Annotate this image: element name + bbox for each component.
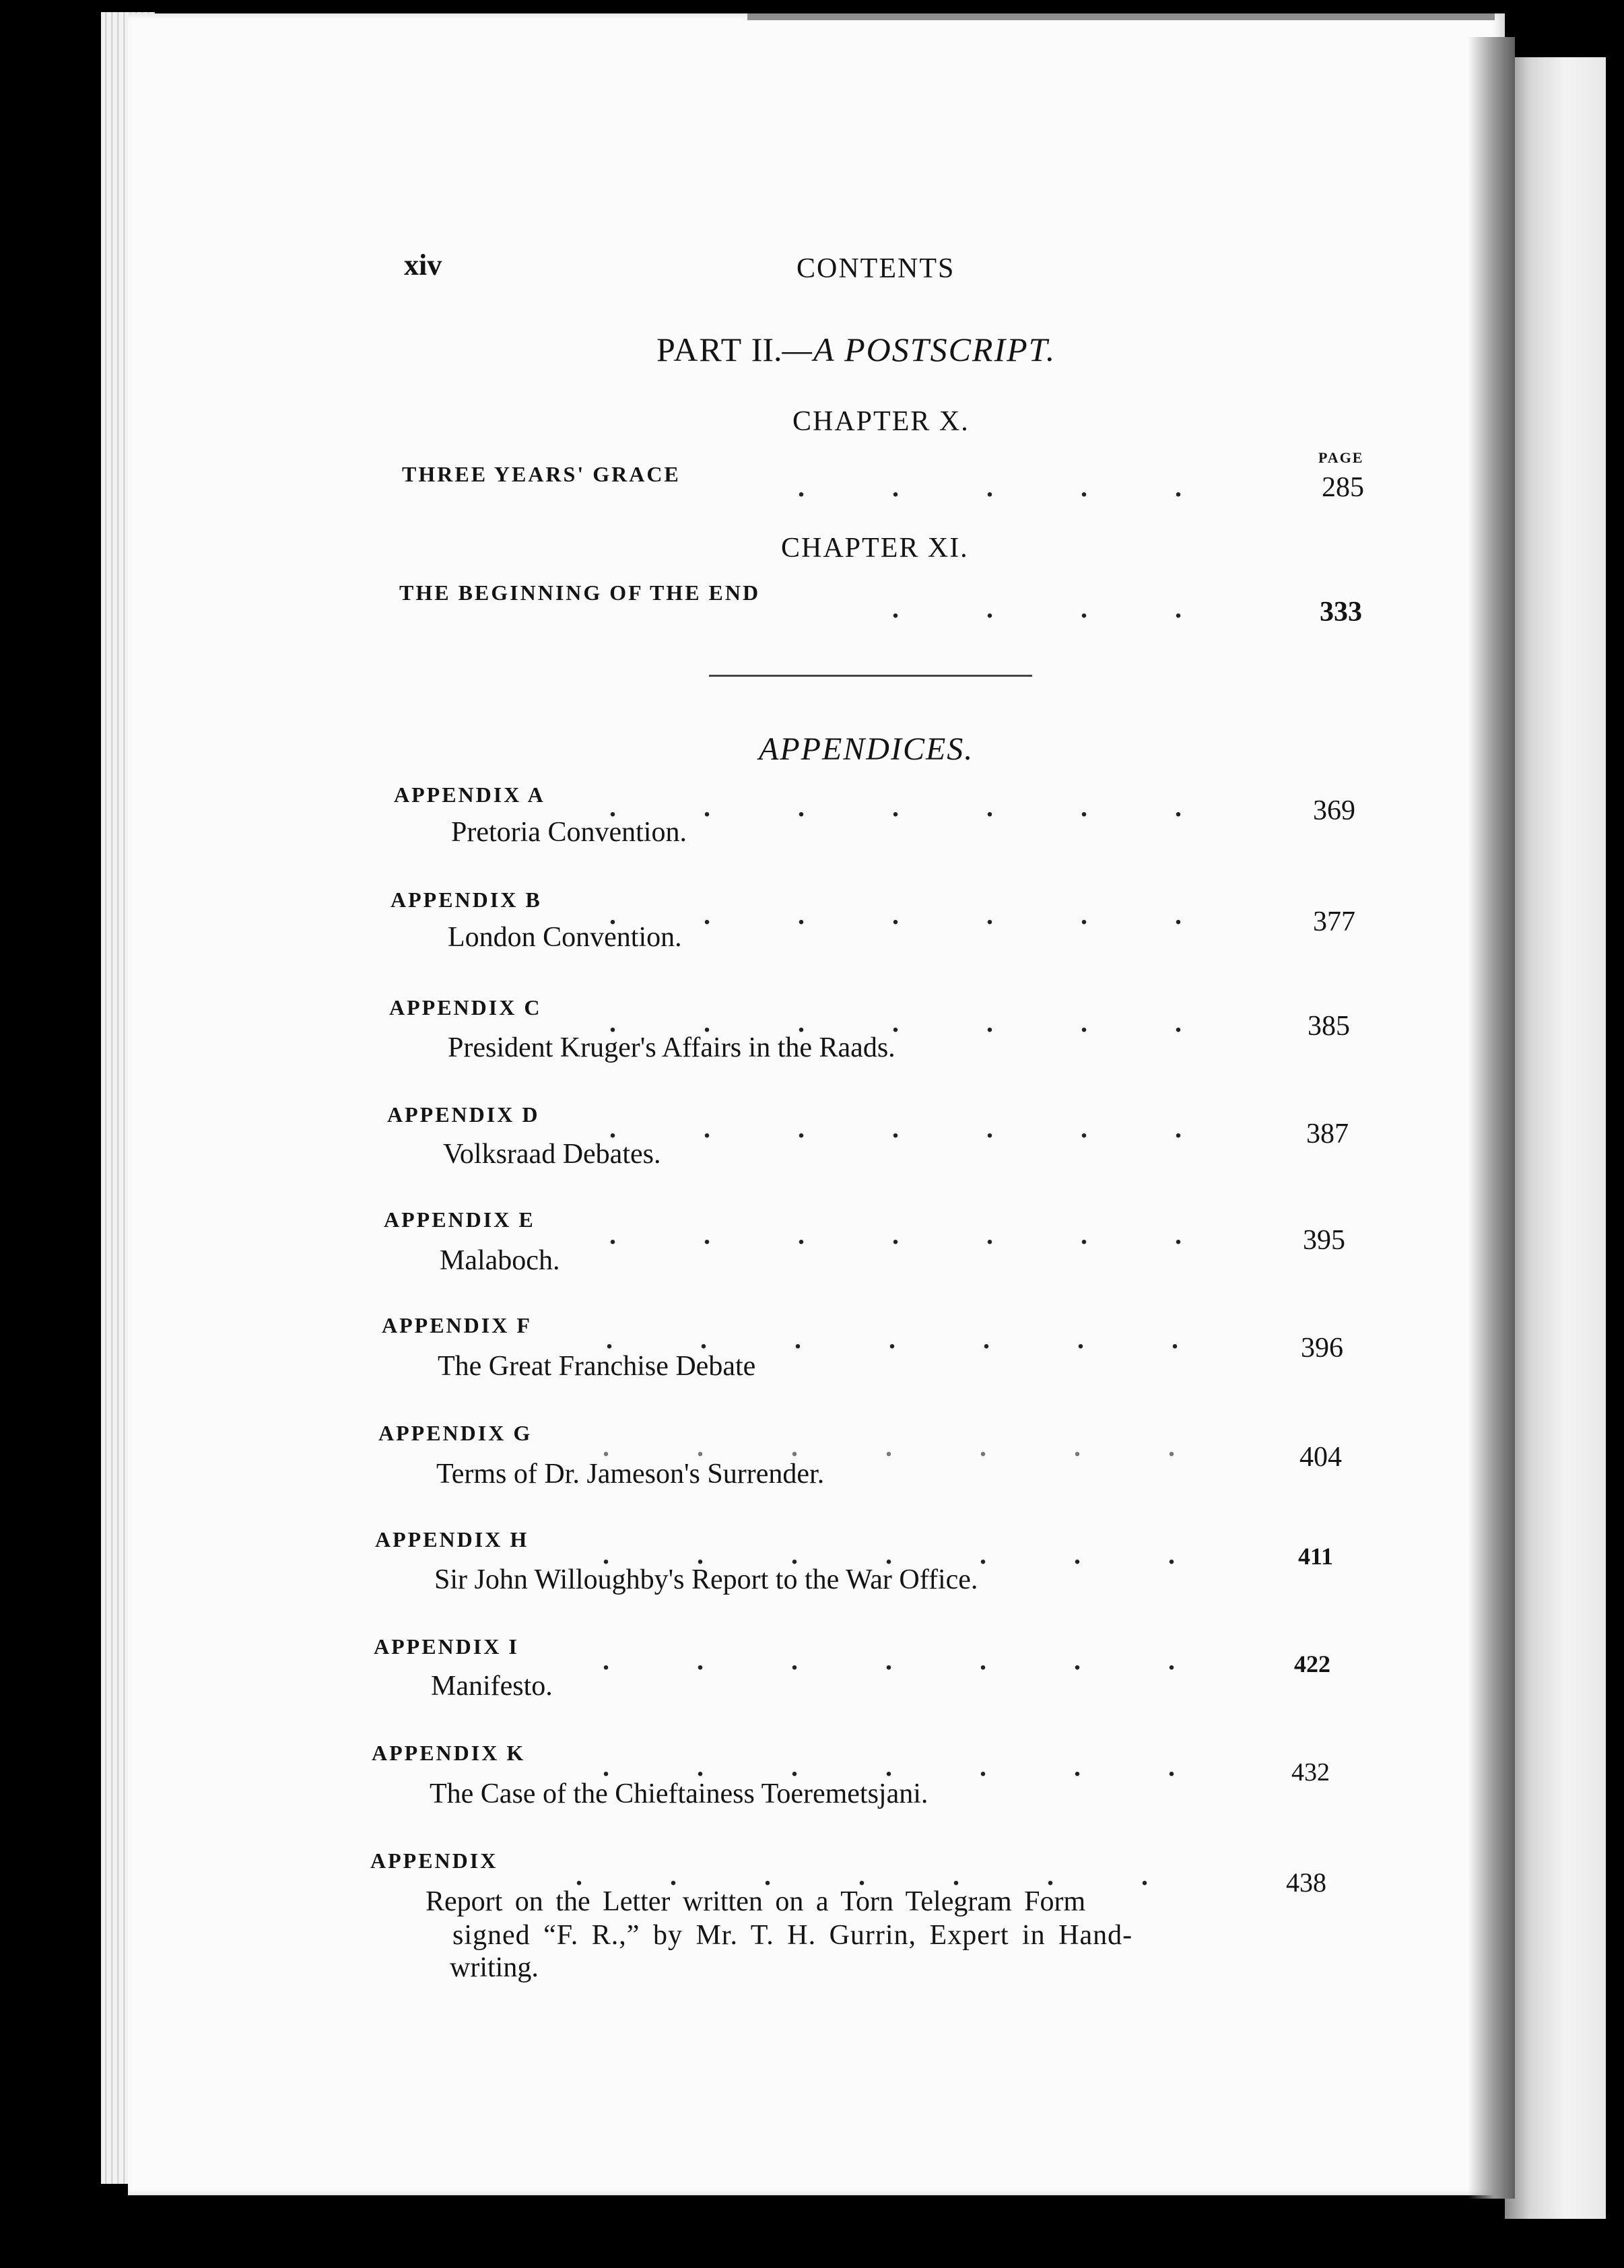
appendix-label: APPENDIX C — [389, 995, 542, 1020]
dot-leaders — [559, 1751, 1273, 1782]
leader-dot: . — [609, 1113, 616, 1143]
leader-dot: . — [791, 1645, 798, 1675]
dot-leaders — [566, 1007, 1279, 1038]
leader-dot: . — [892, 900, 899, 930]
leader-dot: . — [1168, 1645, 1175, 1675]
leader-dot: . — [798, 472, 805, 502]
appendix-title: Sir John Willoughby's Report to the War Office. — [434, 1564, 978, 1595]
leader-dot: . — [986, 900, 993, 930]
leader-dot: . — [704, 792, 710, 822]
dot-leaders — [559, 1431, 1273, 1462]
leader-dot: . — [1168, 1432, 1175, 1462]
leader-dot: . — [986, 792, 993, 822]
appendix-label: APPENDIX H — [375, 1527, 529, 1552]
leader-dot: . — [1074, 1432, 1081, 1462]
appendix-title: Manifesto. — [431, 1671, 553, 1702]
appendix-label: APPENDIX F — [382, 1313, 532, 1337]
appendix-title: Volksraad Debates. — [443, 1139, 661, 1170]
dot-leaders — [566, 1112, 1279, 1143]
leader-dot: . — [697, 1752, 704, 1782]
folio: xiv — [404, 248, 442, 281]
appendix-label: APPENDIX B — [391, 888, 542, 912]
dot-leaders — [559, 1644, 1273, 1675]
appendix-page-number: 411 — [1298, 1543, 1334, 1570]
leader-dot: . — [1081, 792, 1087, 822]
leader-dot: . — [858, 1861, 865, 1891]
appendices-heading: APPENDICES. — [759, 731, 974, 767]
leader-dot: . — [794, 1324, 801, 1354]
appendix-label: APPENDIX — [370, 1848, 498, 1873]
leader-dot: . — [892, 593, 899, 624]
appendix-page-number: 395 — [1303, 1225, 1345, 1256]
leader-dot: . — [1081, 1220, 1087, 1250]
appendix-label: APPENDIX A — [394, 782, 545, 807]
leader-dot: . — [704, 1220, 710, 1250]
leader-dot: . — [609, 1220, 616, 1250]
page-column-label: PAGE — [1318, 449, 1364, 466]
appendix-page-number: 387 — [1306, 1119, 1349, 1149]
leader-dot: . — [791, 1432, 798, 1462]
leader-dot: . — [1081, 1007, 1087, 1038]
appendix-label: APPENDIX E — [384, 1207, 535, 1232]
leader-dot: . — [1047, 1861, 1054, 1891]
leader-dot: . — [1074, 1752, 1081, 1782]
part-heading — [656, 330, 1056, 369]
chapter-page-number: 285 — [1322, 472, 1364, 503]
leader-dot: . — [1081, 900, 1087, 930]
appendix-label: APPENDIX G — [378, 1421, 533, 1445]
leader-dot: . — [798, 792, 805, 822]
appendix-title-line: signed “F. R.,” by Mr. T. H. Gurrin, Expert in Hand- — [452, 1920, 1133, 1951]
facing-page-edge — [1505, 57, 1606, 2219]
leader-dot: . — [892, 1113, 899, 1143]
leader-dot: . — [986, 472, 993, 502]
chapter-heading: CHAPTER X. — [792, 406, 970, 437]
appendix-page-number: 404 — [1299, 1442, 1342, 1473]
part-label: PART — [656, 331, 743, 368]
part-number: II. — [751, 331, 782, 368]
dot-leaders — [754, 471, 1293, 502]
leader-dot: . — [983, 1324, 990, 1354]
leader-dot: . — [1175, 1113, 1182, 1143]
leader-dot: . — [885, 1539, 892, 1570]
dot-leaders — [848, 593, 1293, 624]
appendix-page-number: 422 — [1294, 1650, 1330, 1677]
dot-leaders — [566, 1219, 1279, 1250]
leader-dot: . — [892, 1220, 899, 1250]
leader-dot: . — [1081, 1113, 1087, 1143]
appendix-title: President Kruger's Affairs in the Raads. — [448, 1032, 895, 1063]
leader-dot: . — [1081, 472, 1087, 502]
leader-dot: . — [889, 1324, 895, 1354]
chapter-page-number: 333 — [1320, 597, 1362, 628]
leader-dot: . — [1081, 593, 1087, 624]
leader-dot: . — [704, 900, 710, 930]
leader-dot: . — [892, 792, 899, 822]
leader-dot: . — [603, 1752, 609, 1782]
chapter-title: THE BEGINNING OF THE END — [399, 580, 761, 605]
leader-dot: . — [885, 1432, 892, 1462]
leader-dot: . — [1175, 593, 1182, 624]
dot-leaders — [562, 1323, 1276, 1354]
leader-dot: . — [798, 1007, 805, 1038]
leader-dot: . — [986, 1113, 993, 1143]
leader-dot: . — [798, 1113, 805, 1143]
appendix-title: The Case of the Chieftainess Toeremetsjani. — [430, 1778, 928, 1809]
leader-dot: . — [1175, 900, 1182, 930]
leader-dot: . — [700, 1324, 707, 1354]
leader-dot: . — [980, 1645, 986, 1675]
leader-dot: . — [1175, 792, 1182, 822]
leader-dot: . — [603, 1539, 609, 1570]
leader-dot: . — [609, 1007, 616, 1038]
leader-dot: . — [1172, 1324, 1178, 1354]
leader-dot: . — [1074, 1539, 1081, 1570]
appendix-title-line: Report on the Letter written on a Torn Telegram Form — [426, 1886, 1086, 1917]
appendix-page-number: 396 — [1301, 1333, 1343, 1364]
leader-dot: . — [697, 1539, 704, 1570]
leader-dot: . — [980, 1432, 986, 1462]
dot-leaders — [566, 791, 1279, 822]
leader-dot: . — [697, 1645, 704, 1675]
leader-dot: . — [892, 472, 899, 502]
appendix-page-number: 432 — [1291, 1758, 1330, 1787]
chapter-title: THREE YEARS' GRACE — [402, 462, 681, 486]
appendix-label: APPENDIX K — [372, 1741, 526, 1765]
part-title: —A POSTSCRIPT. — [782, 331, 1056, 368]
leader-dot: . — [892, 1007, 899, 1038]
leader-dot: . — [603, 1645, 609, 1675]
section-divider — [709, 675, 1032, 677]
appendix-title: London Convention. — [448, 922, 682, 953]
leader-dot: . — [576, 1861, 582, 1891]
leader-dot: . — [1074, 1645, 1081, 1675]
leader-dot: . — [603, 1432, 609, 1462]
leader-dot: . — [791, 1752, 798, 1782]
leader-dot: . — [798, 1220, 805, 1250]
dot-leaders — [566, 899, 1279, 930]
dot-leaders — [559, 1539, 1273, 1570]
appendix-label: APPENDIX I — [374, 1634, 519, 1659]
running-title: CONTENTS — [797, 253, 955, 284]
leader-dot: . — [885, 1752, 892, 1782]
leader-dot: . — [798, 900, 805, 930]
leader-dot: . — [609, 900, 616, 930]
appendix-title: Pretoria Convention. — [451, 817, 687, 848]
appendix-label: APPENDIX D — [387, 1102, 540, 1127]
leader-dot: . — [986, 1220, 993, 1250]
leader-dot: . — [1168, 1539, 1175, 1570]
leader-dot: . — [986, 593, 993, 624]
leader-dot: . — [980, 1752, 986, 1782]
leader-dot: . — [1077, 1324, 1084, 1354]
appendix-title: The Great Franchise Debate — [438, 1351, 756, 1382]
leader-dot: . — [1175, 472, 1182, 502]
leader-dot: . — [980, 1539, 986, 1570]
leader-dot: . — [609, 792, 616, 822]
leader-dot: . — [764, 1861, 771, 1891]
appendix-title-line: writing. — [450, 1952, 539, 1983]
leader-dot: . — [953, 1861, 959, 1891]
leader-dot: . — [986, 1007, 993, 1038]
leader-dot: . — [1175, 1007, 1182, 1038]
leader-dot: . — [606, 1324, 613, 1354]
leader-dot: . — [704, 1007, 710, 1038]
appendix-page-number: 369 — [1313, 795, 1355, 826]
appendix-title: Terms of Dr. Jameson's Surrender. — [436, 1459, 825, 1490]
leader-dot: . — [704, 1113, 710, 1143]
leader-dot: . — [791, 1539, 798, 1570]
leader-dot: . — [1141, 1861, 1148, 1891]
appendix-title: Malaboch. — [440, 1245, 560, 1276]
leader-dot: . — [1168, 1752, 1175, 1782]
top-page-edge — [747, 13, 1495, 20]
leader-dot: . — [670, 1861, 677, 1891]
leader-dot: . — [697, 1432, 704, 1462]
appendix-page-number: 438 — [1286, 1867, 1326, 1898]
chapter-heading: CHAPTER XI. — [781, 533, 969, 564]
leader-dot: . — [1175, 1220, 1182, 1250]
page-gutter-shadow — [1468, 37, 1515, 2199]
appendix-page-number: 377 — [1313, 906, 1355, 937]
appendix-page-number: 385 — [1308, 1011, 1350, 1042]
leader-dot: . — [885, 1645, 892, 1675]
dot-leaders — [532, 1860, 1273, 1891]
